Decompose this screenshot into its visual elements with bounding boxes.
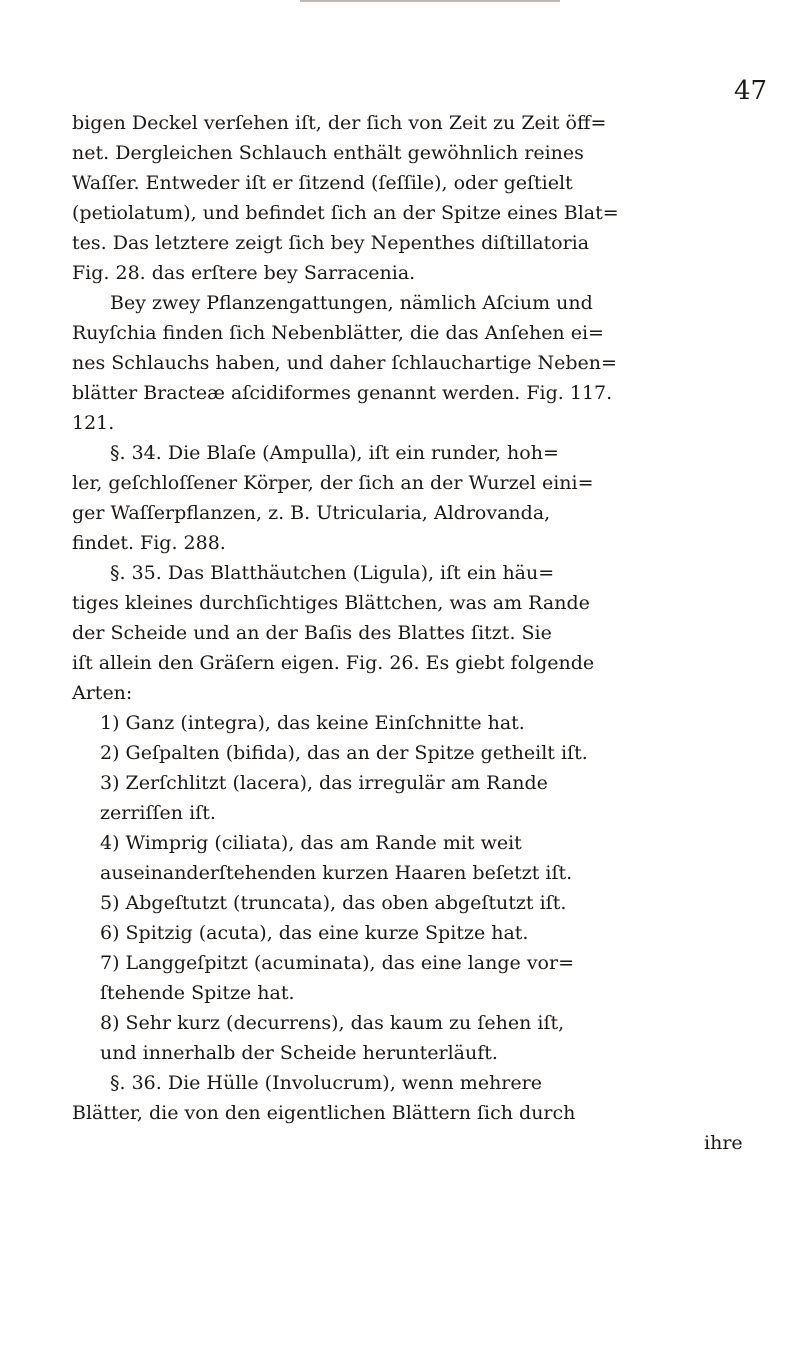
- text-line: zerriſſen iſt.: [100, 802, 216, 824]
- text-line: (petiolatum), und befindet ſich an der Spitze eines Blat=: [72, 202, 619, 224]
- text-line: 7) Langgeſpitzt (acuminata), das eine lange vor=: [100, 952, 574, 974]
- text-line: Fig. 28. das erſtere bey Sarracenia.: [72, 262, 416, 284]
- text-line: ſtehende Spitze hat.: [100, 982, 295, 1004]
- text-line: 4) Wimprig (ciliata), das am Rande mit weit: [100, 832, 522, 854]
- text-line: nes Schlauchs haben, und daher ſchlauchartige Neben=: [72, 352, 617, 374]
- text-line: ihre: [704, 1132, 743, 1154]
- text-line: §. 35. Das Blatthäutchen (Ligula), iſt ein häu=: [110, 562, 555, 584]
- text-line: ger Waſſerpflanzen, z. B. Utricularia, Aldrovanda,: [72, 502, 551, 524]
- text-line: 3) Zerſchlitzt (lacera), das irregulär am Rande: [100, 772, 548, 794]
- text-line: 6) Spitzig (acuta), das eine kurze Spitze hat.: [100, 922, 529, 944]
- text-line: 121.: [72, 412, 115, 434]
- text-line: Ruyſchia finden ſich Nebenblätter, die das Anſehen ei=: [72, 322, 604, 344]
- text-line: ler, geſchloſſener Körper, der ſich an der Wurzel eini=: [72, 472, 594, 494]
- text-line: 5) Abgeſtutzt (truncata), das oben abgeſtutzt iſt.: [100, 892, 567, 914]
- text-line: 8) Sehr kurz (decurrens), das kaum zu ſehen iſt,: [100, 1012, 565, 1034]
- text-line: und innerhalb der Scheide herunterläuft.: [100, 1042, 498, 1064]
- text-line: auseinanderſtehenden kurzen Haaren beſetzt iſt.: [100, 862, 573, 884]
- text-line: bigen Deckel verſehen iſt, der ſich von Zeit zu Zeit öff=: [72, 112, 607, 134]
- text-line: Arten:: [72, 682, 133, 704]
- text-line: der Scheide und an der Baſis des Blattes ſitzt. Sie: [72, 622, 552, 644]
- text-line: tes. Das letztere zeigt ſich bey Nepenthes diſtillatoria: [72, 232, 590, 254]
- text-line: 1) Ganz (integra), das keine Einſchnitte hat.: [100, 712, 525, 734]
- text-line: Waſſer. Entweder iſt er ſitzend (ſeſſile), oder geſtielt: [72, 172, 573, 194]
- top-rule: [300, 0, 560, 2]
- text-line: iſt allein den Gräſern eigen. Fig. 26. Es giebt folgende: [72, 652, 595, 674]
- text-line: 2) Geſpalten (bifida), das an der Spitze getheilt iſt.: [100, 742, 588, 764]
- text-line: tiges kleines durchſichtiges Blättchen, was am Rande: [72, 592, 590, 614]
- text-line: §. 36. Die Hülle (Involucrum), wenn mehrere: [110, 1072, 542, 1094]
- text-line: blätter Bracteæ aſcidiformes genannt werden. Fig. 117.: [72, 382, 613, 404]
- text-line: Bey zwey Pflanzengattungen, nämlich Aſcium und: [110, 292, 593, 314]
- text-line: net. Dergleichen Schlauch enthält gewöhnlich reines: [72, 142, 584, 164]
- page-number: 47: [734, 76, 768, 106]
- text-body: [72, 108, 772, 1158]
- text-line: §. 34. Die Blaſe (Ampulla), iſt ein runder, hoh=: [110, 442, 559, 464]
- text-line: findet. Fig. 288.: [72, 532, 226, 554]
- text-line: Blätter, die von den eigentlichen Blättern ſich durch: [72, 1102, 576, 1124]
